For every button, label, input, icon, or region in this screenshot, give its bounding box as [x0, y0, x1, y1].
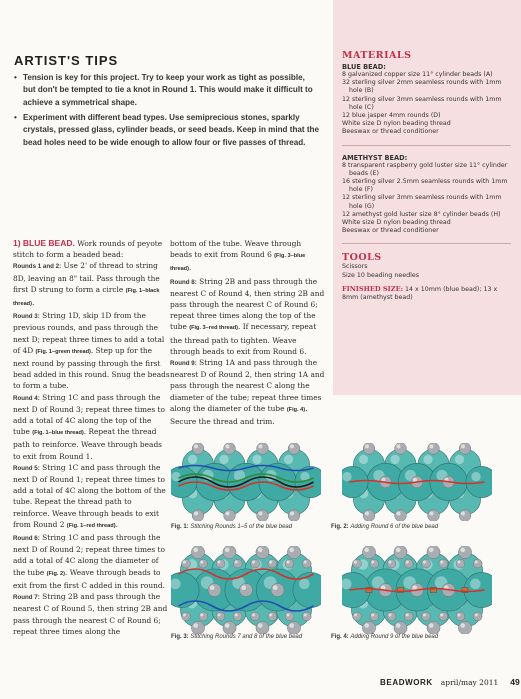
round-text-tail: .	[115, 519, 118, 529]
divider	[342, 145, 511, 146]
silver-bead	[394, 546, 407, 559]
material-item: White size D nylon beading thread	[342, 219, 451, 227]
silver-bead	[257, 443, 269, 454]
round-text-tail: . Secure the thread and trim.	[170, 403, 308, 427]
finished-size-label: FINISHED SIZE:	[342, 284, 404, 293]
silver-bead	[224, 443, 236, 454]
silver-bead	[192, 510, 204, 521]
divider	[342, 243, 511, 244]
silver-bead	[428, 510, 440, 521]
small-silver-bead	[456, 559, 465, 568]
silver-bead	[362, 621, 375, 634]
silver-bead	[192, 443, 204, 454]
small-silver-bead	[182, 612, 191, 621]
round-text-tail: . Step up for the next round by passing through the first bead added in this round. Snug the beads to form a tube.	[13, 345, 170, 391]
silver-bead	[458, 546, 471, 559]
small-silver-bead	[473, 559, 482, 568]
round-text: String 2B and pass through the nearest C of Round 4, then string 2B and pass through the nearest C of Round 6; repeat three times along the top of the tube	[170, 276, 325, 332]
silver-bead	[362, 546, 375, 559]
instruction-paragraph	[170, 357, 325, 427]
amethyst-bead-label: AMETHYST BEAD:	[342, 153, 408, 162]
material-item: White size D nylon beading thread	[342, 120, 451, 128]
tools-title: TOOLS	[342, 252, 382, 264]
col2-rounds	[170, 238, 325, 427]
instruction-paragraph	[170, 276, 325, 357]
silver-bead	[223, 621, 236, 634]
figure-number: Fig. 3:	[171, 634, 189, 640]
small-silver-bead	[387, 559, 396, 568]
figure-reference: (Fig. 2)	[46, 570, 65, 577]
figure-number: Fig. 2:	[331, 524, 349, 530]
tool-item: Size 10 beading needles	[342, 271, 420, 279]
silver-bead	[458, 621, 471, 634]
small-silver-bead	[182, 559, 191, 568]
round-label: Round 4:	[13, 394, 40, 402]
small-silver-bead	[439, 612, 448, 621]
small-silver-bead	[199, 612, 208, 621]
figure-reference: (Fig. 3–blue thread)	[170, 253, 306, 273]
instruction-paragraph	[13, 392, 170, 462]
silver-bead	[459, 510, 471, 521]
instruction-paragraph	[170, 238, 325, 276]
small-silver-bead	[251, 612, 260, 621]
instruction-paragraph	[13, 260, 170, 310]
silver-bead	[224, 510, 236, 521]
silver-bead	[395, 510, 407, 521]
small-silver-bead	[422, 612, 431, 621]
round-text: String 1C and pass through the next D of Round 3; repeat three times to add a total of 4C along the top of the tube	[13, 392, 165, 437]
material-item: Beeswax or thread conditioner	[342, 227, 439, 235]
small-silver-bead	[216, 612, 225, 621]
material-item: 16 sterling silver 2.5mm seamless rounds with 1mm hole (F)	[342, 178, 508, 194]
round-text-tail: . Weave through beads to exit from the first C added in this round.	[13, 567, 165, 590]
silver-bead	[288, 443, 300, 454]
silver-bead	[287, 546, 300, 559]
round-text: String 1C and pass through the next D of Round 2; repeat three times to add a total of 4C along the diameter of the tube	[13, 533, 165, 577]
page-number: 49	[510, 677, 520, 687]
figure-2-caption	[331, 524, 438, 530]
figure-caption-text: Adding Round 9 of the blue bead	[350, 634, 439, 640]
instruction-paragraph	[13, 591, 170, 637]
finished-size-value: 14 x 10mm (blue bead); 13 x 8mm (amethyst bead)	[342, 285, 498, 302]
silver-bead	[288, 510, 300, 521]
materials-panel	[333, 0, 521, 395]
section-heading: 1) BLUE BEAD.	[13, 238, 75, 248]
silver-bead	[427, 546, 440, 559]
small-silver-bead	[456, 612, 465, 621]
material-item: 12 blue jasper 4mm rounds (D)	[342, 112, 441, 120]
tool-item: Scissors	[342, 263, 368, 271]
figure-4-caption	[331, 634, 438, 640]
issue-date: april/may 2011	[440, 678, 499, 687]
silver-bead	[363, 443, 375, 454]
silver-bead	[394, 621, 407, 634]
magazine-brand: BEADWORK	[380, 678, 433, 687]
round-text-tail: .	[31, 298, 35, 308]
tip-text: Tension is key for this project. Try to keep your work as tight as possible, but don't be tempted to tie a knot in Round 1. This would make it difficult to achieve a symmetrical shape.	[23, 73, 313, 107]
small-silver-bead	[302, 612, 311, 621]
round-text-tail: . If necessary, repeat the thread path to tighten. Weave through beads to exit from Round 6.	[170, 322, 317, 356]
round-label: Round 6:	[13, 535, 40, 543]
figure-reference: (Fig. 1–green thread)	[35, 348, 91, 355]
small-silver-bead	[233, 559, 242, 568]
silver-bead	[239, 583, 252, 596]
figure-caption-text: Stitching Rounds 7 and 8 of the blue bead	[190, 634, 303, 640]
instruction-paragraph	[13, 532, 170, 591]
round-label: Round 9:	[170, 360, 197, 368]
col1-rounds	[13, 260, 170, 637]
silver-bead	[363, 510, 375, 521]
finished-size	[342, 285, 511, 302]
small-silver-bead	[370, 612, 379, 621]
round-text: String 1D, skip 1D from the previous rounds, and pass through the next D; repeat three times to add a total of 4D	[13, 311, 165, 355]
small-silver-bead	[251, 559, 260, 568]
small-silver-bead	[268, 612, 277, 621]
round-label: Round 3:	[13, 313, 40, 321]
figure-reference: (Fig. 3–red thread)	[189, 325, 239, 332]
figure-3-caption	[171, 634, 302, 640]
figure-caption-text: Adding Round 6 of the blue bead	[350, 524, 439, 530]
page-footer	[380, 677, 520, 687]
silver-bead	[256, 546, 269, 559]
silver-bead	[395, 443, 407, 454]
small-silver-bead	[353, 612, 362, 621]
instructions-column-2	[170, 238, 325, 427]
round-text: Use 2' of thread to string 8D, leaving an 8" tail. Pass through the first D strung to form a circle	[13, 261, 160, 294]
small-silver-bead	[404, 559, 413, 568]
material-item: 12 sterling silver 3mm seamless rounds with 1mm hole (G)	[342, 194, 502, 210]
tips-title: ARTIST'S TIPS	[14, 53, 119, 68]
small-silver-bead	[353, 559, 362, 568]
material-item: 32 sterling silver 2mm seamless rounds with 1mm hole (B)	[342, 79, 502, 95]
instructions-column-1	[13, 238, 170, 637]
round-text: String 1C and pass through the next D of Round 1; repeat three times to add a total of 4C along the bottom of the tube. Repeat the thread path to reinforce. Weave through beads to exit from Round 2	[13, 462, 166, 529]
small-silver-bead	[268, 559, 277, 568]
round-text: String 1A and pass through the nearest D of Round 2, then string 1A and pass through the nearest C along the diameter of the tube; repeat three times along the diameter of the tube	[170, 358, 325, 413]
silver-bead	[208, 583, 221, 596]
silver-bead	[428, 443, 440, 454]
silver-bead	[459, 443, 471, 454]
round-label: Rounds 1 and 2:	[13, 263, 62, 271]
material-item: 8 transparent raspberry gold luster size 11° cylinder beads (E)	[342, 161, 508, 177]
silver-bead	[191, 546, 204, 559]
silver-bead	[287, 621, 300, 634]
small-silver-bead	[199, 559, 208, 568]
figure-1-caption	[171, 524, 292, 530]
small-silver-bead	[216, 559, 225, 568]
blue-bead-label: BLUE BEAD:	[342, 63, 386, 71]
figure-3-diagram	[171, 546, 321, 634]
figure-reference: (Fig. 1–black thread)	[13, 287, 160, 308]
silver-bead	[256, 621, 269, 634]
round-text-tail: .	[188, 263, 192, 273]
figure-2-diagram	[342, 443, 492, 521]
material-item: 12 sterling silver 3mm seamless rounds with 1mm hole (C)	[342, 95, 502, 111]
material-item: 8 galvanized copper size 11° cylinder beads (A)	[342, 71, 493, 78]
round-text: String 2B and pass through the nearest C of Round 5, then string 2B and pass through the nearest C of Round 6; repeat three times along the	[13, 592, 168, 636]
round-text-tail: . Repeat the thread path to reinforce. Weave through beads to exit from Round 1.	[13, 427, 162, 461]
small-silver-bead	[387, 612, 396, 621]
small-silver-bead	[439, 559, 448, 568]
figure-reference: (Fig. 4)	[286, 406, 306, 413]
tip-item: • Tension is key for this project. Try to keep your work as tight as possible, but don't be tempted to tie a knot in Round 1. This would make it difficult to achieve a symmetrical shape.	[14, 73, 313, 107]
small-silver-bead	[302, 559, 311, 568]
material-item: Beeswax or thread conditioner	[342, 128, 439, 136]
figure-1-diagram	[171, 443, 321, 521]
tip-text: Experiment with different bead types. Use semiprecious stones, sparkly crystals, pressed glass, cylinder beads, or seed beads. Keep in mind that the bead holes need to be wide enough to allow four or five passes of thread.	[23, 113, 319, 147]
figure-number: Fig. 4:	[331, 634, 349, 640]
intro-text: Work rounds of peyote stitch to form a beaded bead:	[13, 239, 163, 260]
material-item: 12 amethyst gold luster size 8° cylinder beads (H)	[342, 210, 501, 218]
tip-item: • Experiment with different bead types. Use semiprecious stones, sparkly crystals, pressed glass, cylinder beads, or seed beads. Keep in mind that the bead holes need to be wide enough to allow four or five passes of thread.	[14, 113, 319, 147]
round-label: Round 8:	[170, 278, 197, 286]
materials-title: MATERIALS	[342, 50, 412, 61]
silver-bead	[271, 583, 284, 596]
small-silver-bead	[370, 559, 379, 568]
small-silver-bead	[473, 612, 482, 621]
silver-bead	[257, 510, 269, 521]
figure-reference: (Fig. 1–red thread)	[66, 522, 116, 529]
small-silver-bead	[422, 559, 431, 568]
silver-bead	[223, 546, 236, 559]
instruction-paragraph	[13, 238, 170, 260]
figure-caption-text: Stitching Rounds 1–5 of the blue bead	[190, 524, 293, 530]
small-silver-bead	[285, 559, 294, 568]
silver-bead	[191, 621, 204, 634]
instruction-paragraph	[13, 462, 170, 532]
round-label: Round 5:	[13, 464, 40, 472]
round-label: Round 7:	[13, 594, 40, 602]
small-silver-bead	[233, 612, 242, 621]
round-text: bottom of the tube. Weave through beads to exit from Round 6	[170, 239, 302, 260]
silver-bead	[427, 621, 440, 634]
figure-number: Fig. 1:	[171, 524, 189, 530]
small-silver-bead	[404, 612, 413, 621]
figure-4-diagram	[342, 546, 492, 634]
small-silver-bead	[285, 612, 294, 621]
instruction-paragraph	[13, 310, 170, 391]
figure-reference: (Fig. 1–blue thread)	[32, 430, 84, 437]
